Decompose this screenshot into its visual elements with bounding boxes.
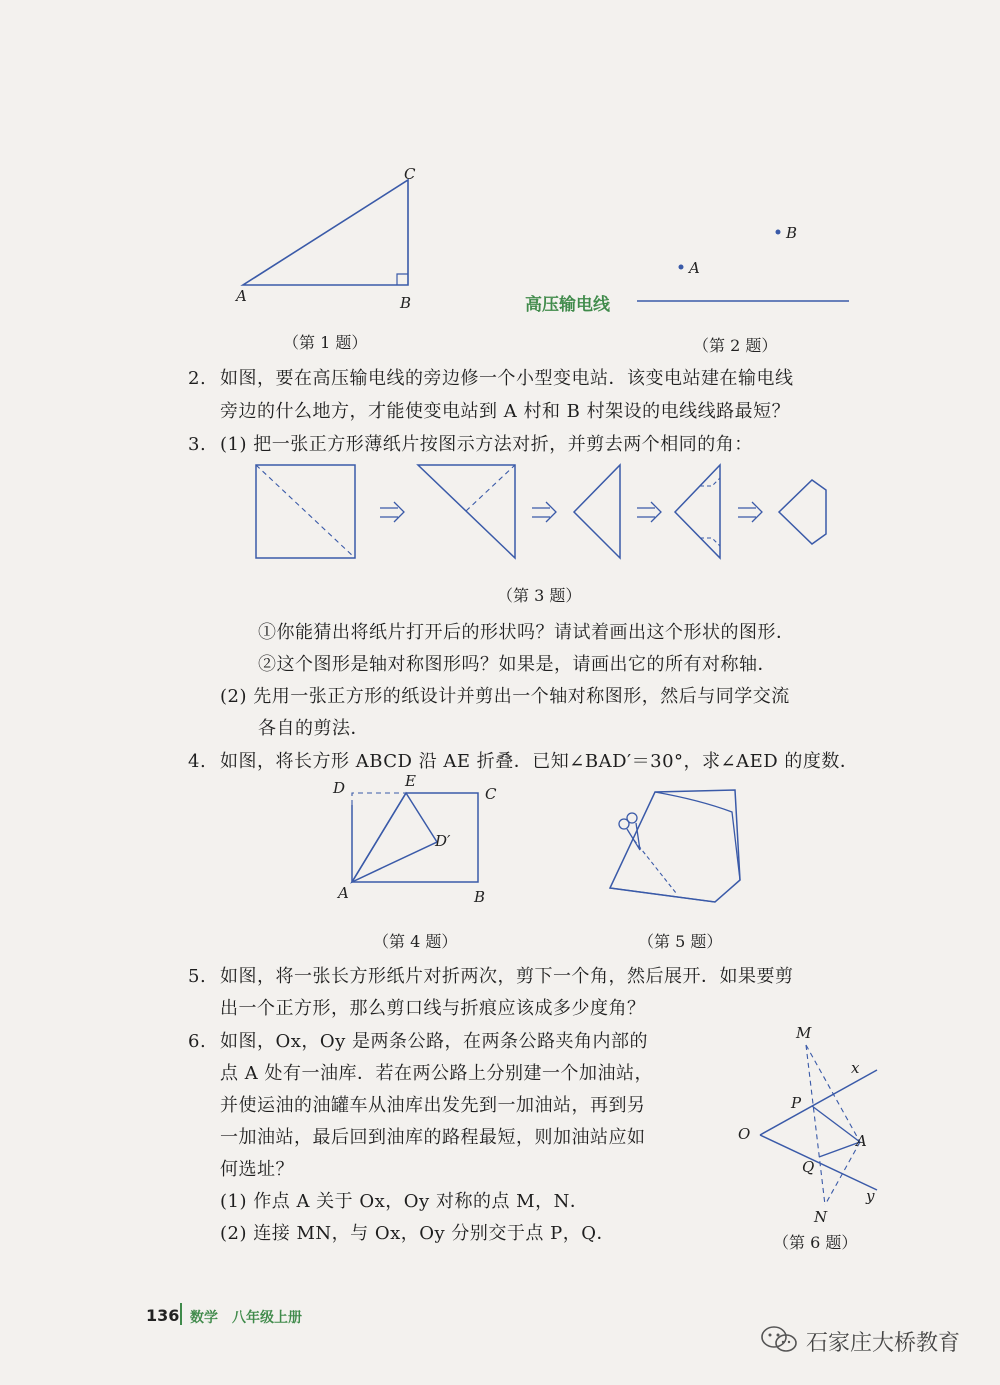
q5-line2: 出一个正方形，那么剪口线与折痕应该成多少度角？ xyxy=(220,998,646,1019)
fig3-caption: （第 3 题） xyxy=(497,586,582,605)
q4-number: 4. xyxy=(188,751,207,772)
fig4-label-b: B xyxy=(474,888,486,906)
q6-number: 6. xyxy=(188,1031,207,1052)
q4-text: 如图，将长方形 ABCD 沿 AE 折叠．已知∠BAD′＝30°，求∠AED 的度数． xyxy=(220,751,859,772)
fig2-line-label: 高压输电线 xyxy=(525,295,610,315)
q6-line4: 一加油站，最后回到油库的路程最短，则加油站应如 xyxy=(220,1127,646,1148)
fig4-label-dprime: D′ xyxy=(435,832,451,850)
fig6-label-p: P xyxy=(791,1094,802,1112)
fig6-caption: （第 6 题） xyxy=(773,1233,858,1252)
q6-line3: 并使运油的油罐车从油库出发先到一加油站，再到另 xyxy=(220,1095,646,1116)
q5-line1: 如图，将一张长方形纸片对折两次，剪下一个角，然后展开．如果要剪 xyxy=(220,966,794,987)
wechat-icon xyxy=(760,1324,800,1356)
fig2-label-b: B xyxy=(786,224,798,242)
fig6-label-x: x xyxy=(851,1059,860,1077)
fig6-label-m: M xyxy=(796,1024,812,1042)
fig2-caption: （第 2 题） xyxy=(693,336,778,355)
q6-line2: 点 A 处有一油库．若在两公路上分别建一个加油站， xyxy=(220,1063,653,1084)
q6-line5: 何选址？ xyxy=(220,1159,294,1180)
q2-line1: 如图，要在高压输电线的旁边修一个小型变电站．该变电站建在输电线 xyxy=(220,368,794,389)
q3-part2-line1: (2) 先用一张正方形的纸设计并剪出一个轴对称图形，然后与同学交流 xyxy=(220,686,790,707)
q6-line1: 如图，Ox，Oy 是两条公路，在两条公路夹角内部的 xyxy=(220,1031,649,1052)
q3-sub1: ①你能猜出将纸片打开后的形状吗？请试着画出这个形状的图形． xyxy=(258,622,795,643)
fig6-label-q: Q xyxy=(802,1158,815,1176)
q2-line2: 旁边的什么地方，才能使变电站到 A 村和 B 村架设的电线线路最短？ xyxy=(220,401,791,422)
footer-book-title: 数学 八年级上册 xyxy=(190,1310,302,1326)
q5-number: 5. xyxy=(188,966,207,987)
q3-part1: (1) 把一张正方形薄纸片按图示方法对折，并剪去两个相同的角： xyxy=(220,434,753,455)
fig6-label-a: A xyxy=(856,1132,867,1150)
page-number: 136 xyxy=(146,1306,180,1325)
fig1-label-c: C xyxy=(404,165,416,183)
watermark-text: 石家庄大桥教育 xyxy=(806,1331,961,1356)
fig1-caption: （第 1 题） xyxy=(283,333,368,352)
fig6-label-n: N xyxy=(814,1208,828,1226)
q2-number: 2. xyxy=(188,368,207,389)
fig4-label-e: E xyxy=(405,772,416,790)
fig5-caption: （第 5 题） xyxy=(638,932,723,951)
fig1-label-a: A xyxy=(236,287,247,305)
q3-number: 3. xyxy=(188,434,207,455)
q6-step1: (1) 作点 A 关于 Ox，Oy 对称的点 M，N． xyxy=(220,1191,589,1212)
q6-step2: (2) 连接 MN，与 Ox，Oy 分别交于点 P，Q． xyxy=(220,1223,615,1244)
fig4-label-c: C xyxy=(485,785,497,803)
fig2-label-a: A xyxy=(689,259,700,277)
fig4-label-a: A xyxy=(338,884,349,902)
fig6-label-o: O xyxy=(738,1125,751,1143)
fig4-caption: （第 4 题） xyxy=(373,932,458,951)
fig1-label-b: B xyxy=(400,294,412,312)
fig6-label-y: y xyxy=(866,1187,875,1205)
footer-divider xyxy=(180,1303,182,1325)
fig4-label-d: D xyxy=(333,779,346,797)
q3-part2-line2: 各自的剪法． xyxy=(258,718,369,739)
q3-sub2: ②这个图形是轴对称图形吗？如果是，请画出它的所有对称轴． xyxy=(258,654,776,675)
